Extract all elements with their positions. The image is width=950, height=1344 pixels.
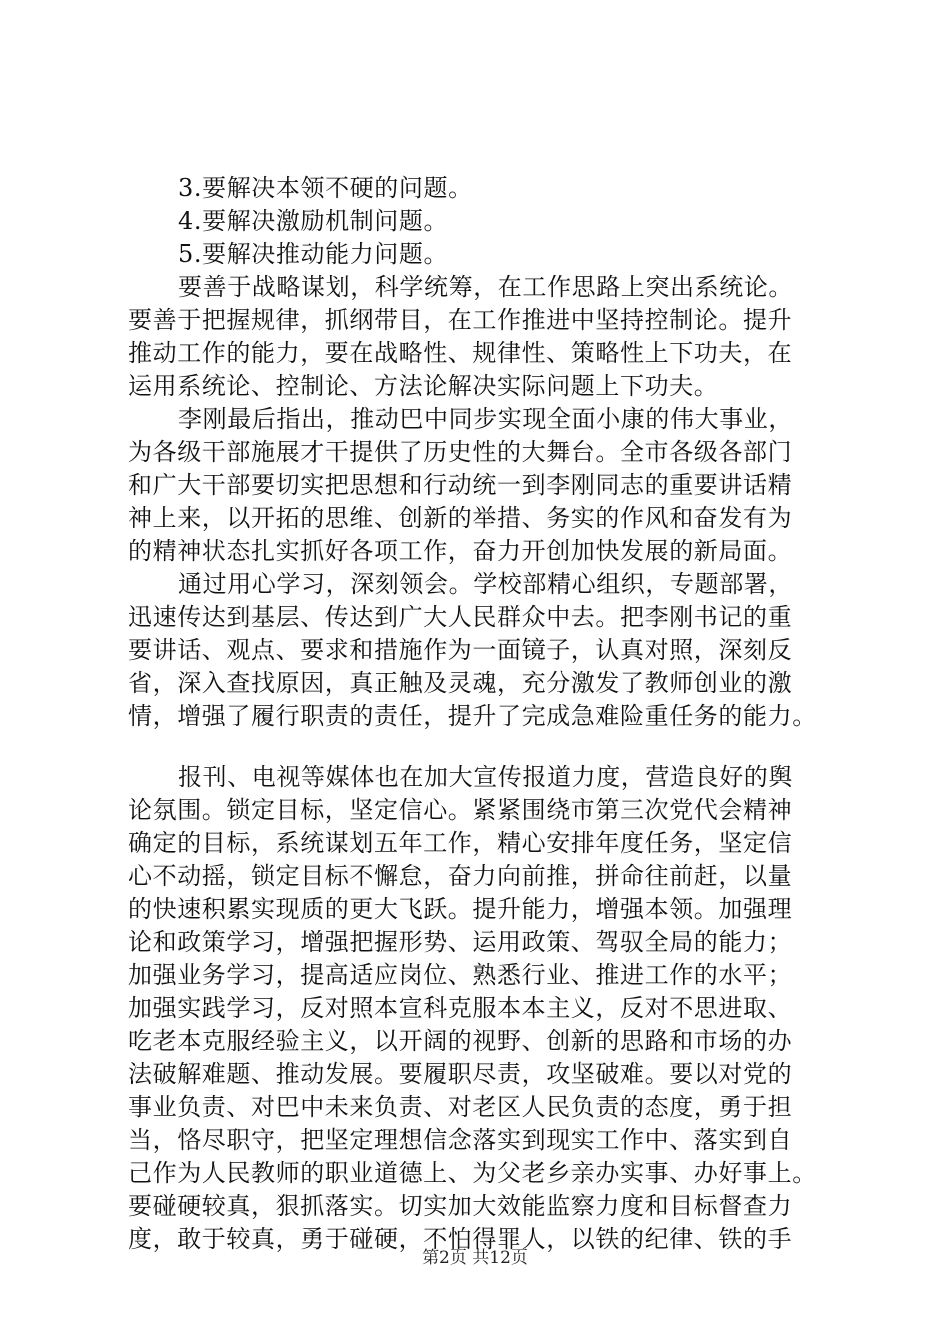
page-footer: 第2页 共12页 <box>422 1248 528 1268</box>
paragraph-line: 为各级干部施展才干提供了历史性的大舞台。全市各级各部门 <box>128 438 793 466</box>
list-item-5: 5.要解决推动能力问题。 <box>178 240 449 268</box>
paragraph-line: 要善于把握规律，抓纲带目，在工作推进中坚持控制论。提升 <box>128 306 793 334</box>
paragraph-line: 情，增强了履行职责的责任，提升了完成急难险重任务的能力。 <box>128 702 817 730</box>
paragraph-line: 运用系统论、控制论、方法论解决实际问题上下功夫。 <box>128 372 719 400</box>
paragraph-line: 要碰硬较真，狠抓落实。切实加大效能监察力度和目标督查力 <box>128 1192 793 1220</box>
paragraph-line: 迅速传达到基层、传达到广大人民群众中去。把李刚书记的重 <box>128 603 793 631</box>
paragraph-line: 李刚最后指出，推动巴中同步实现全面小康的伟大事业， <box>178 405 793 433</box>
paragraph-line: 度，敢于较真，勇于碰硬，不怕得罪人，以铁的纪律、铁的手 <box>128 1225 793 1253</box>
paragraph-line: 要讲话、观点、要求和措施作为一面镜子，认真对照，深刻反 <box>128 636 793 664</box>
paragraph-line: 通过用心学习，深刻领会。学校部精心组织，专题部署， <box>178 570 793 598</box>
paragraph-line: 加强实践学习，反对照本宣科克服本本主义，反对不思进取、 <box>128 994 793 1022</box>
paragraph-line: 和广大干部要切实把思想和行动统一到李刚同志的重要讲话精 <box>128 471 793 499</box>
paragraph-line: 推动工作的能力，要在战略性、规律性、策略性上下功夫，在 <box>128 339 793 367</box>
paragraph-line: 确定的目标，系统谋划五年工作，精心安排年度任务，坚定信 <box>128 829 793 857</box>
list-item-4: 4.要解决激励机制问题。 <box>178 207 449 235</box>
paragraph-line: 论氛围。锁定目标，坚定信心。紧紧围绕市第三次党代会精神 <box>128 796 793 824</box>
paragraph-line: 省，深入查找原因，真正触及灵魂，充分激发了教师创业的激 <box>128 669 793 697</box>
paragraph-line: 心不动摇，锁定目标不懈怠，奋力向前推，拼命往前赶，以量 <box>128 862 793 890</box>
paragraph-line: 报刊、电视等媒体也在加大宣传报道力度，营造良好的舆 <box>178 763 793 791</box>
paragraph-line: 论和政策学习，增强把握形势、运用政策、驾驭全局的能力； <box>128 928 793 956</box>
paragraph-line: 当，恪尽职守，把坚定理想信念落实到现实工作中、落实到自 <box>128 1126 793 1154</box>
paragraph-line: 己作为人民教师的职业道德上、为父老乡亲办实事、办好事上。 <box>128 1159 817 1187</box>
paragraph-line: 要善于战略谋划，科学统筹，在工作思路上突出系统论。 <box>178 273 793 301</box>
paragraph-line: 的精神状态扎实抓好各项工作，奋力开创加快发展的新局面。 <box>128 537 793 565</box>
paragraph-line: 吃老本克服经验主义，以开阔的视野、创新的思路和市场的办 <box>128 1027 793 1055</box>
paragraph-line: 加强业务学习，提高适应岗位、熟悉行业、推进工作的水平； <box>128 961 793 989</box>
paragraph-line: 的快速积累实现质的更大飞跃。提升能力，增强本领。加强理 <box>128 895 793 923</box>
paragraph-gap <box>128 733 828 761</box>
body-text <box>128 172 828 1256</box>
paragraph-line: 法破解难题、推动发展。要履职尽责，攻坚破难。要以对党的 <box>128 1060 793 1088</box>
paragraph-line: 事业负责、对巴中未来负责、对老区人民负责的态度，勇于担 <box>128 1093 793 1121</box>
list-item-3: 3.要解决本领不硬的问题。 <box>178 174 473 202</box>
paragraph-line: 神上来，以开拓的思维、创新的举措、务实的作风和奋发有为 <box>128 504 793 532</box>
